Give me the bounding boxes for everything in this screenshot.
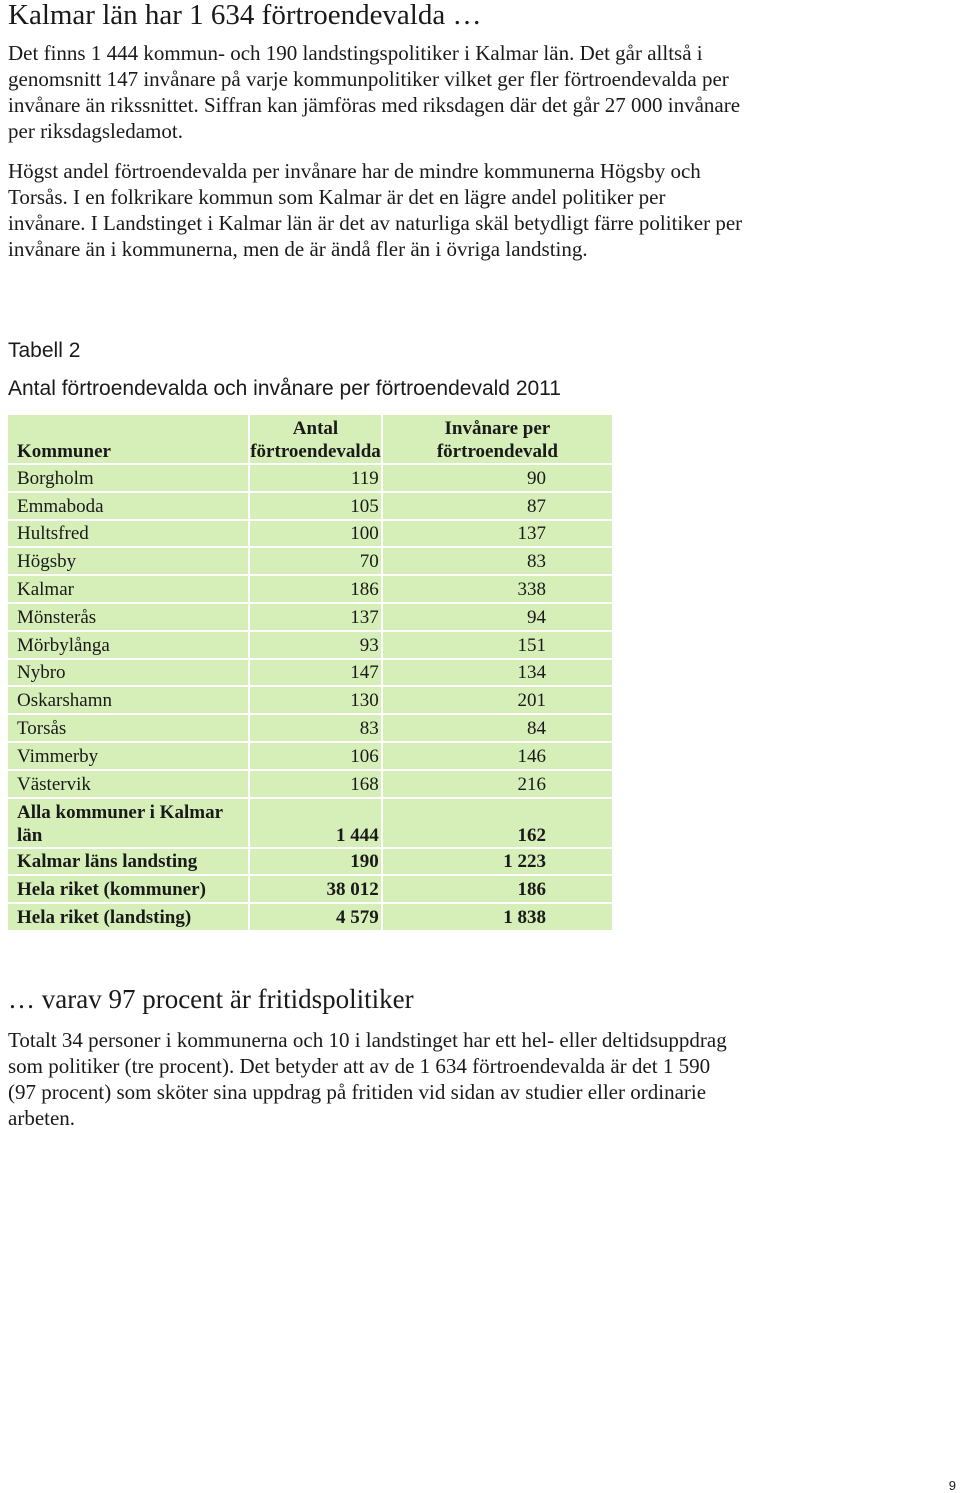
cell-count: 100 (250, 521, 381, 547)
cell-municipality: Vimmerby (8, 743, 248, 769)
table-row (8, 660, 612, 686)
column-header-residents: Invånare per förtroendevald (383, 415, 612, 463)
cell-count: 1 444 (250, 799, 381, 847)
table-row (8, 576, 612, 602)
cell-residents: 146 (383, 743, 612, 769)
cell-count: 130 (250, 687, 381, 713)
cell-municipality: Västervik (8, 771, 248, 797)
cell-municipality: Kalmar (8, 576, 248, 602)
page-number: 9 (948, 1478, 956, 1493)
cell-municipality: Torsås (8, 715, 248, 741)
table-row (8, 521, 612, 547)
table-label: Tabell 2 (8, 339, 81, 362)
politicians-table (6, 413, 614, 932)
table-row (8, 493, 612, 519)
cell-count: 106 (250, 743, 381, 769)
leisure-paragraph: Totalt 34 personer i kommunerna och 10 i landstinget har ett hel- eller deltidsuppdrag som politiker (tre procent). Det betyder att av de 1 634 förtroendevalda är det 1 590 (97 procent) som sköter sina uppdrag på fritiden vid sidan av studier eller ordinarie arbeten. (8, 1028, 727, 1130)
cell-municipality: Borgholm (8, 465, 248, 491)
table-body (8, 465, 612, 930)
cell-count: 4 579 (250, 904, 381, 930)
table-row (8, 604, 612, 630)
column-header-municipality: Kommuner (8, 415, 248, 463)
table-total-row (8, 876, 612, 902)
cell-residents: 83 (383, 548, 612, 574)
cell-count: 137 (250, 604, 381, 630)
table-title: Antal förtroendevalda och invånare per förtroendevald 2011 (8, 377, 561, 400)
table-row (8, 548, 612, 574)
cell-municipality: Emmaboda (8, 493, 248, 519)
cell-count: 190 (250, 849, 381, 875)
cell-municipality: Kalmar läns landsting (8, 849, 248, 875)
cell-count: 38 012 (250, 876, 381, 902)
cell-residents: 1 223 (383, 849, 612, 875)
cell-residents: 151 (383, 632, 612, 658)
table-row (8, 771, 612, 797)
cell-count: 186 (250, 576, 381, 602)
section-heading: … varav 97 procent är fritidspolitiker (8, 984, 414, 1014)
cell-count: 70 (250, 548, 381, 574)
cell-count: 83 (250, 715, 381, 741)
table-total-row (8, 799, 612, 847)
cell-municipality: Alla kommuner i Kalmar län (8, 799, 248, 847)
cell-residents: 201 (383, 687, 612, 713)
cell-residents: 216 (383, 771, 612, 797)
cell-residents: 84 (383, 715, 612, 741)
cell-residents: 338 (383, 576, 612, 602)
cell-residents: 137 (383, 521, 612, 547)
cell-municipality: Oskarshamn (8, 687, 248, 713)
comparison-paragraph: Högst andel förtroendevalda per invånare har de mindre kommunerna Högsby och Torsås. I en folkrikare kommun som Kalmar är det en lägre andel politiker per invånare. I Landstinget i Kalmar län är det av naturliga skäl betydligt färre politiker per invånare än i kommunerna, men de är ändå fler än i övriga landsting. (8, 159, 743, 261)
cell-residents: 134 (383, 660, 612, 686)
column-header-count: Antal förtroendevalda (250, 415, 381, 463)
cell-residents: 1 838 (383, 904, 612, 930)
cell-residents: 94 (383, 604, 612, 630)
cell-residents: 186 (383, 876, 612, 902)
cell-municipality: Hela riket (landsting) (8, 904, 248, 930)
cell-residents: 162 (383, 799, 612, 847)
cell-count: 119 (250, 465, 381, 491)
table-header-row (8, 415, 612, 463)
table-total-row (8, 904, 612, 930)
table-row (8, 465, 612, 491)
cell-municipality: Nybro (8, 660, 248, 686)
cell-residents: 90 (383, 465, 612, 491)
cell-count: 168 (250, 771, 381, 797)
table-row (8, 743, 612, 769)
cell-municipality: Högsby (8, 548, 248, 574)
cell-count: 105 (250, 493, 381, 519)
cell-municipality: Mönsterås (8, 604, 248, 630)
intro-paragraph: Det finns 1 444 kommun- och 190 landstingspolitiker i Kalmar län. Det går alltså i genomsnitt 147 invånare på varje kommunpolitiker vilket ger fler förtroendevalda per invånare än rikssnittet. Siffran kan jämföras med riksdagen där det går 27 000 invånare per riksdagsledamot. (8, 41, 741, 143)
table-row (8, 632, 612, 658)
table-row (8, 687, 612, 713)
cell-residents: 87 (383, 493, 612, 519)
cell-count: 147 (250, 660, 381, 686)
cell-count: 93 (250, 632, 381, 658)
table-total-row (8, 849, 612, 875)
cell-municipality: Hultsfred (8, 521, 248, 547)
cell-municipality: Mörbylånga (8, 632, 248, 658)
table-row (8, 715, 612, 741)
page-heading: Kalmar län har 1 634 förtroendevalda … (8, 0, 482, 31)
cell-municipality: Hela riket (kommuner) (8, 876, 248, 902)
